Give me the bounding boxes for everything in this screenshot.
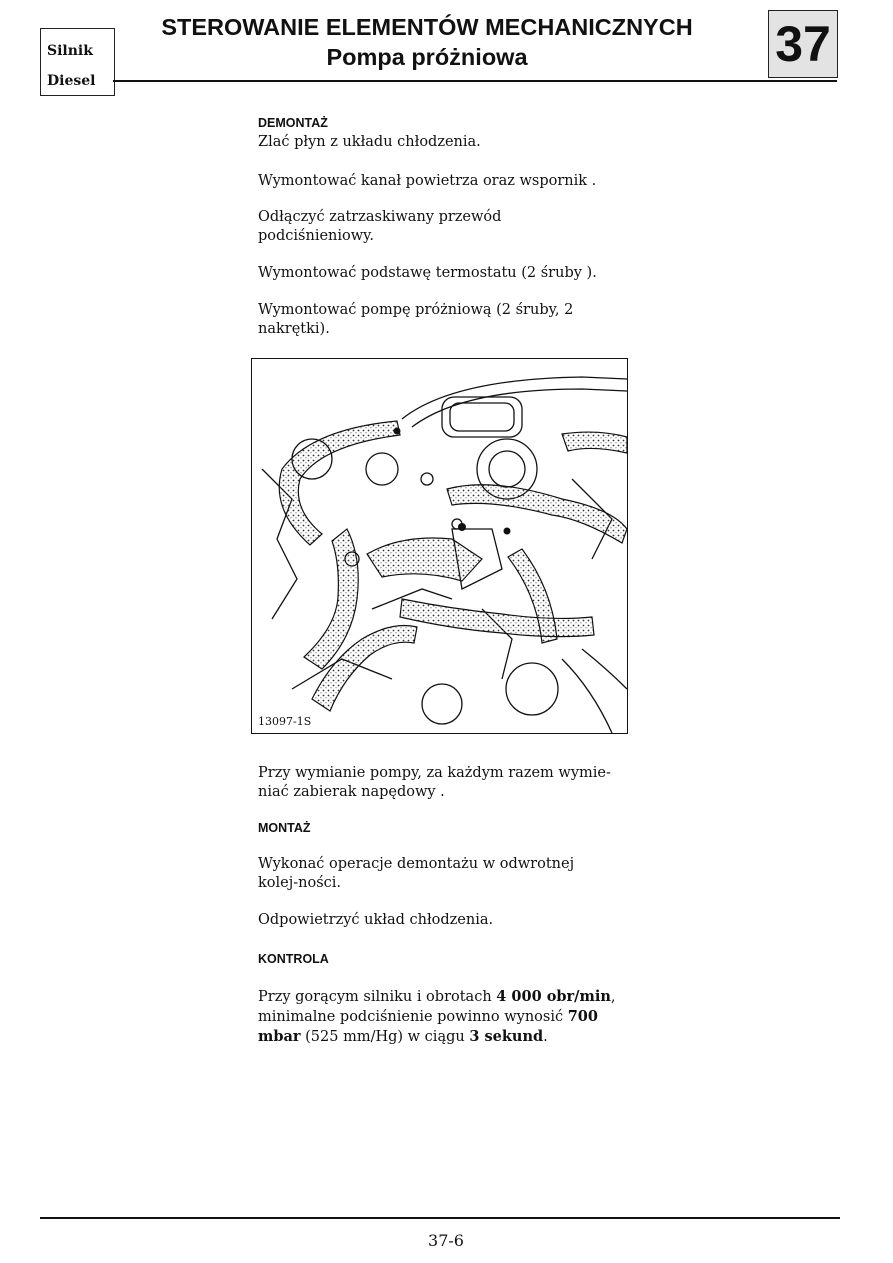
kontrola-middle: , minimalne podciśnienie powinno wynosić	[258, 989, 616, 1025]
montaz-step: Wykonać operacje demontażu w odwrotnej kolej-ności.	[258, 856, 575, 891]
kontrola-heading: KONTROLA	[258, 952, 329, 966]
engine-type: Diesel	[47, 73, 96, 89]
figure-label: 13097-1S	[258, 715, 312, 728]
kontrola-end: .	[543, 1029, 548, 1045]
demontaz-step: Wymontować pompę próżniową (2 śruby, 2 nakrętki).	[258, 302, 574, 337]
kontrola-tail: (525 mm/Hg) w ciągu	[300, 1029, 470, 1045]
demontaz-step: Wymontować podstawę termostatu (2 śruby ).	[258, 265, 597, 281]
header-rule	[113, 80, 837, 82]
engine-label: Silnik	[47, 43, 93, 59]
section-subtitle: Pompa próżniowa	[326, 44, 528, 70]
section-title: STEROWANIE ELEMENTÓW MECHANICZNYCH	[161, 14, 693, 40]
page-number: 37-6	[428, 1231, 464, 1250]
time-value: 3 sekund	[469, 1028, 544, 1045]
rpm-value: 4 000 obr/min	[496, 988, 611, 1005]
montaz-step: Odpowietrzyć układ chłodzenia.	[258, 912, 494, 928]
montaz-heading: MONTAŻ	[258, 821, 311, 835]
pump-replacement-note: Przy wymianie pompy, za każdym razem wymie-niać zabierak napędowy .	[258, 765, 611, 800]
demontaz-step: Odłączyć zatrzaskiwany przewód podciśnieniowy.	[258, 209, 502, 244]
pressure-value: 700 mbar	[258, 1008, 598, 1045]
demontaz-step: Zlać płyn z układu chłodzenia.	[258, 134, 481, 150]
engine-type-box	[40, 28, 115, 96]
demontaz-heading: DEMONTAŻ	[258, 116, 328, 130]
kontrola-text	[258, 987, 618, 1047]
demontaz-step: Wymontować kanał powietrza oraz wspornik .	[258, 173, 597, 189]
kontrola-intro: Przy gorącym silniku i obrotach	[258, 989, 497, 1005]
engine-illustration	[251, 358, 628, 734]
engine-vacuum-pump-icon	[252, 359, 627, 733]
chapter-number: 37	[768, 10, 838, 78]
footer-rule	[40, 1217, 840, 1219]
